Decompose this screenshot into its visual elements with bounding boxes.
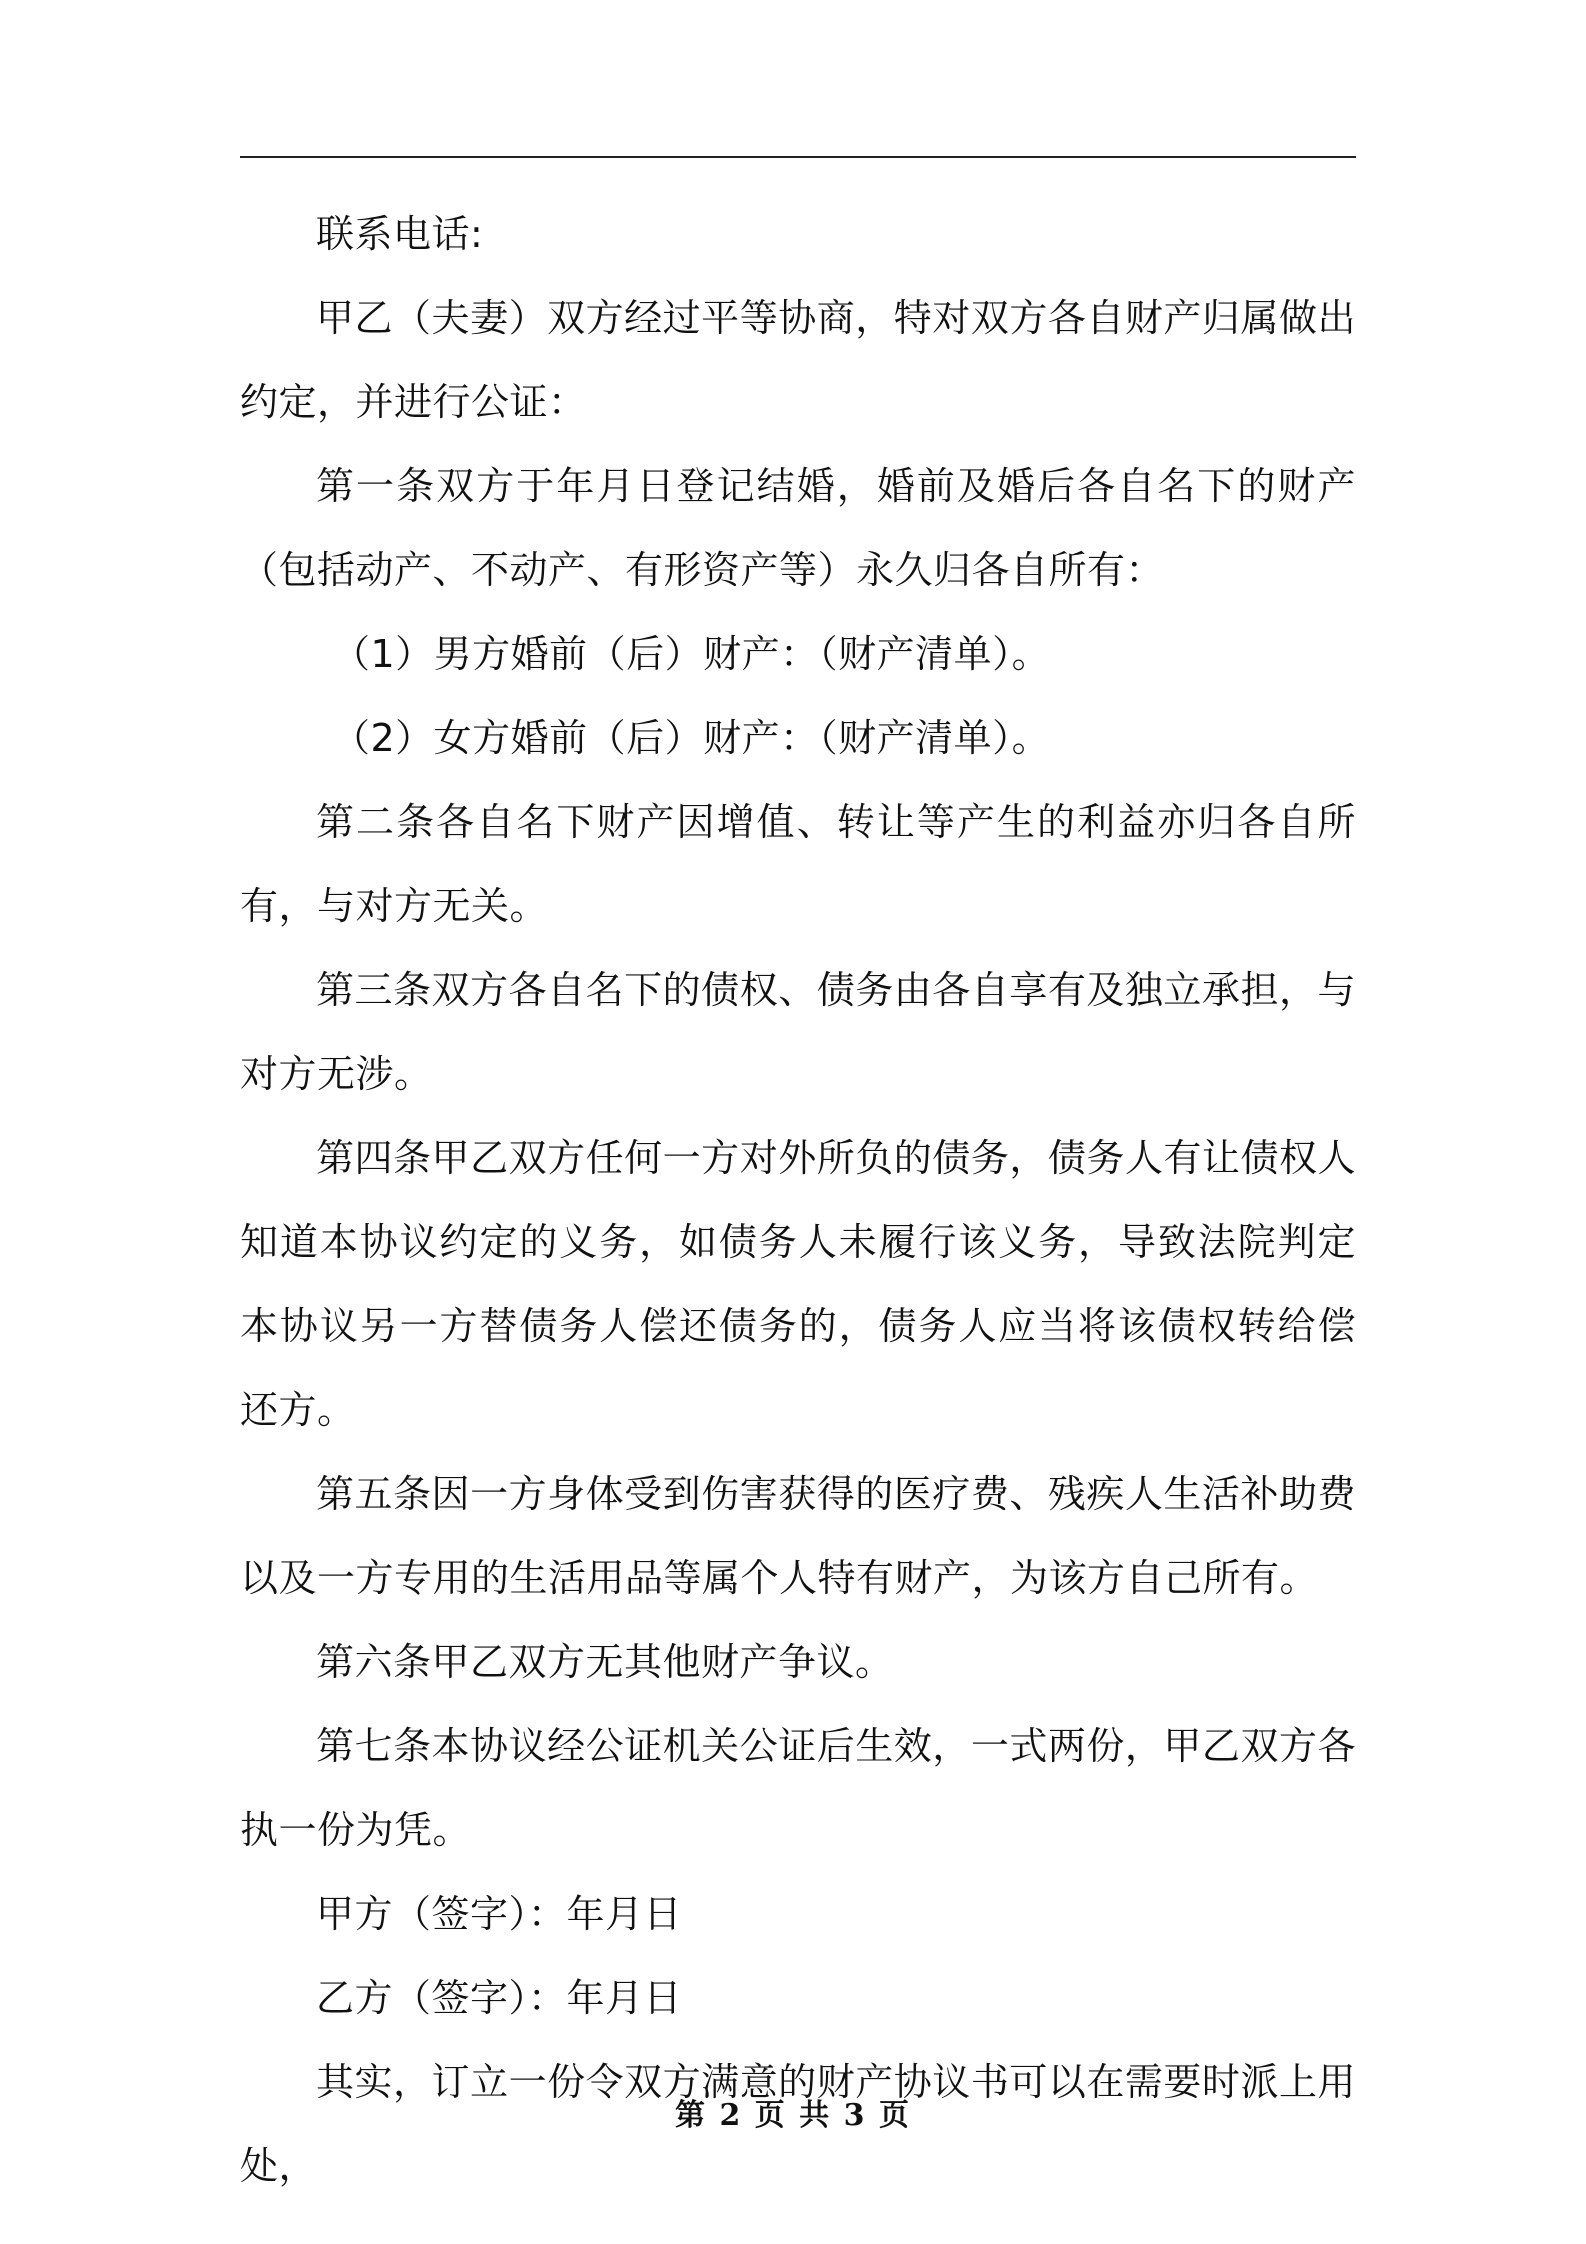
page-number-text: 第 2 页 共 3 页 — [675, 2098, 911, 2133]
article-3-paragraph: 第三条双方各自名下的债权、债务由各自享有及独立承担，与对方无涉。 — [240, 968, 1356, 1096]
article-1-item-2: （2）女方婚前（后）财产：（财产清单）。 — [332, 716, 1051, 760]
preamble-paragraph: 甲乙（夫妻）双方经过平等协商，特对双方各自财产归属做出约定，并进行公证： — [240, 296, 1356, 424]
document-body — [240, 192, 1356, 2208]
article-1-item-1: （1）男方婚前（后）财产：（财产清单）。 — [332, 632, 1051, 676]
header-rule — [240, 156, 1356, 158]
page-footer — [0, 2090, 1586, 2134]
closing-paragraph: 其实，订立一份令双方满意的财产协议书可以在需要时派上用处， — [240, 2060, 1356, 2188]
party-b-signature-line: 乙方（签字）：年月日 — [316, 1976, 683, 2020]
article-1-paragraph: 第一条双方于年月日登记结婚，婚前及婚后各自名下的财产（包括动产、不动产、有形资产等）永久归各自所有： — [240, 464, 1356, 592]
article-7-paragraph: 第七条本协议经公证机关公证后生效，一式两份，甲乙双方各执一份为凭。 — [240, 1724, 1356, 1852]
article-4-paragraph: 第四条甲乙双方任何一方对外所负的债务，债务人有让债权人知道本协议约定的义务，如债务人未履行该义务，导致法院判定本协议另一方替债务人偿还债务的，债务人应当将该债权转给偿还方。 — [240, 1136, 1356, 1432]
article-6-paragraph: 第六条甲乙双方无其他财产争议。 — [316, 1640, 894, 1684]
contact-phone-line: 联系电话: — [316, 212, 484, 256]
article-5-paragraph: 第五条因一方身体受到伤害获得的医疗费、残疾人生活补助费以及一方专用的生活用品等属个人特有财产，为该方自己所有。 — [240, 1472, 1356, 1600]
party-a-signature-line: 甲方（签字）：年月日 — [316, 1892, 683, 1936]
article-2-paragraph: 第二条各自名下财产因增值、转让等产生的利益亦归各自所有，与对方无关。 — [240, 800, 1356, 928]
